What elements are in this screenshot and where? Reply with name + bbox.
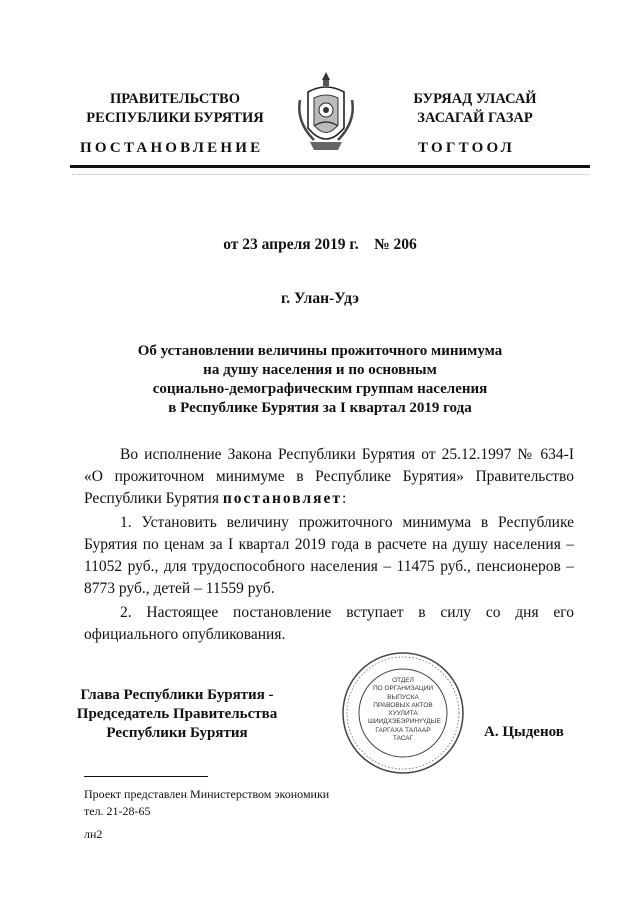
intro-resolves: постановляет <box>222 490 343 507</box>
date-number: от 23 апреля 2019 г. № 206 <box>223 236 417 253</box>
signatory-title-line1: Глава Республики Бурятия - <box>80 687 274 703</box>
footer-code: лн2 <box>84 827 103 841</box>
intro-text: Во исполнение Закона Республики Бурятия от 25.12.1997 № 634-I «О прожиточном минимуме в Республике Бурятия» Правительство Республики Бурятия <box>84 446 574 507</box>
title-line2: на душу населения и по основным <box>203 362 437 378</box>
header-left <box>70 90 280 128</box>
signatory-name: А. Цыденов <box>484 724 564 740</box>
stamp-text <box>368 677 441 743</box>
paragraph-item-1: 1. Установить величину прожиточного минимума в Республике Бурятия по ценам за I квартал 2019 года в расчете на душу населения – 11052 руб., для трудоспособного населения – 11475 руб., пенсионеров – 8773 руб., детей – 11559 руб. <box>84 514 574 597</box>
stamp-line: ОТДЕЛ <box>392 677 414 684</box>
footer-rule <box>84 776 208 777</box>
stamp-line: ПРАВОВЫХ АКТОВ <box>373 701 433 709</box>
official-stamp <box>340 650 466 776</box>
coat-of-arms-icon <box>296 70 356 156</box>
footer-line2: тел. 21-28-65 <box>84 804 151 818</box>
header-left-line2: РЕСПУБЛИКИ БУРЯТИЯ <box>86 110 264 126</box>
doc-type-left: ПОСТАНОВЛЕНИЕ <box>80 140 264 156</box>
stamp-line: ШИИДХЭБЭРИНҮҮДЫЕ <box>368 718 441 726</box>
stamp-line: ХУУЛИТА <box>388 710 418 718</box>
intro-paragraph <box>84 444 574 510</box>
footer-note <box>84 786 484 843</box>
footer-line1: Проект представлен Министерством экономики <box>84 787 330 801</box>
header-right-line2: ЗАСАГАЙ ГАЗАР <box>417 110 533 126</box>
signatory-title-line3: Республики Бурятия <box>106 725 248 741</box>
header-dotted-rule <box>72 174 588 175</box>
stamp-line: ГАРГАХА ТАЛААР <box>375 726 431 734</box>
stamp-line: ТАСАГ <box>392 735 414 743</box>
paragraph-item-2: 2. Настоящее постановление вступает в силу со дня его официального опубликования. <box>84 604 574 643</box>
stamp-line: ВЫПУСКА <box>387 693 419 701</box>
header-rule-thick <box>70 165 590 168</box>
signatory-title-line2: Председатель Правительства <box>76 706 278 722</box>
title-line3: социально-демографическим группам населения <box>152 381 488 397</box>
header-left-line1: ПРАВИТЕЛЬСТВО <box>110 91 240 107</box>
city: г. Улан-Удэ <box>280 290 359 307</box>
title-line1: Об установлении величины прожиточного минимума <box>137 343 503 359</box>
signatory-title <box>72 686 282 743</box>
intro-colon: : <box>342 490 347 507</box>
doc-type-right: ТОГТООЛ <box>418 140 515 156</box>
header-right-line1: БУРЯАД УЛАСАЙ <box>413 91 537 107</box>
stamp-line: ПО ОРГАНИЗАЦИИ <box>372 685 434 693</box>
header-right <box>370 90 580 128</box>
title-line4: в Республике Бурятия за I квартал 2019 года <box>168 400 472 416</box>
document-title <box>60 342 580 418</box>
